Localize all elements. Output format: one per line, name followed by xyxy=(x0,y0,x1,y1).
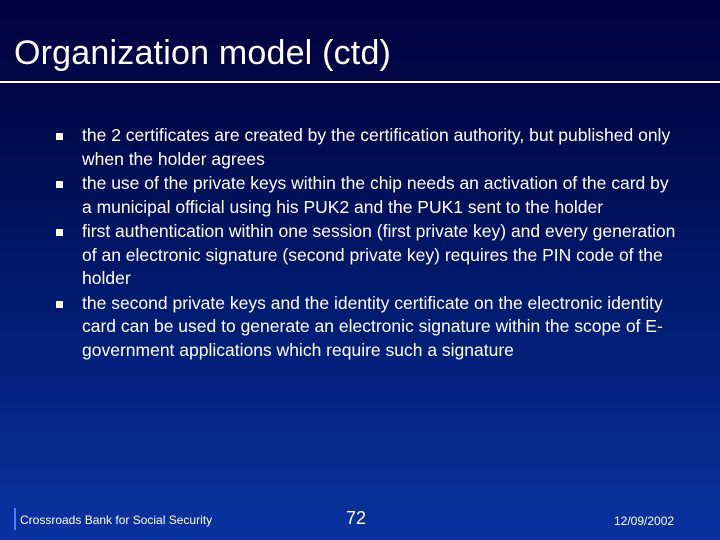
page-number: 72 xyxy=(346,508,367,528)
title-divider xyxy=(0,81,720,83)
slide-title: Organization model (ctd) xyxy=(14,34,392,72)
bullet-text: first authentication within one session (first private key) and every generation of an electronic signature (second private key) requires the PIN code of the holder xyxy=(82,221,676,288)
bullet-text: the 2 certificates are created by the certification authority, but published only when the holder agrees xyxy=(82,125,671,169)
footer-date: 12/09/2002 xyxy=(614,514,675,528)
bullet-text: the second private keys and the identity certificate on the electronic identity card can be used to generate an electronic signature within the scope of E-government applications which require such a signature xyxy=(82,292,663,360)
bullet-item xyxy=(56,292,676,363)
square-bullet-icon xyxy=(56,181,63,188)
bullet-text: the use of the private keys within the chip needs an activation of the card by a municipal official using his PUK2 and the PUK1 sent to the holder xyxy=(82,173,669,217)
bullet-list xyxy=(56,124,676,363)
square-bullet-icon xyxy=(56,301,63,308)
square-bullet-icon xyxy=(56,133,63,140)
footer-organization: Crossroads Bank for Social Security xyxy=(20,513,213,527)
bullet-item xyxy=(56,220,676,291)
footer-accent-bar xyxy=(14,508,16,530)
square-bullet-icon xyxy=(56,229,63,236)
bullet-item xyxy=(56,172,676,219)
bullet-item xyxy=(56,124,676,171)
